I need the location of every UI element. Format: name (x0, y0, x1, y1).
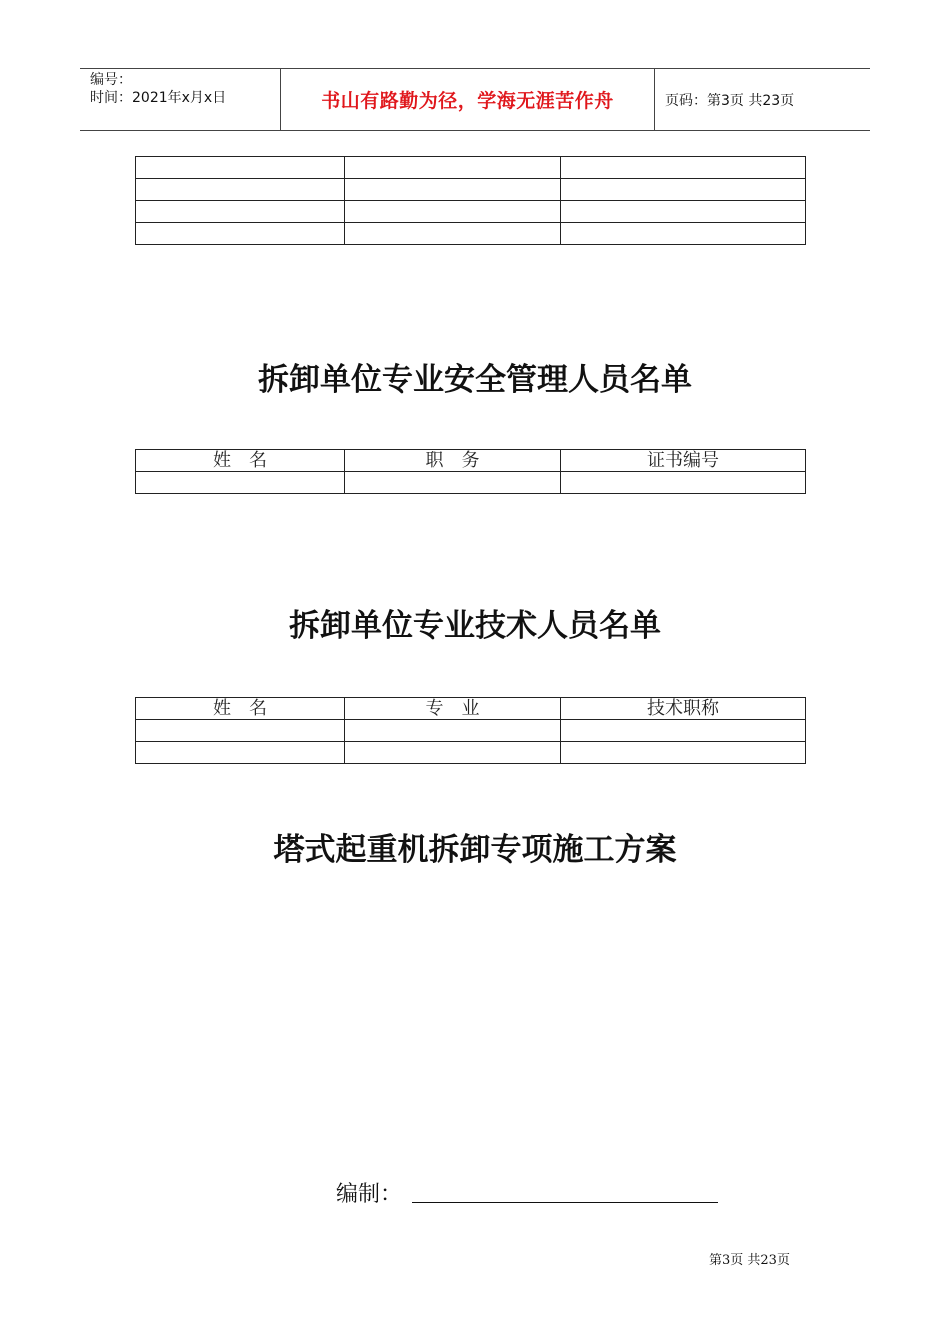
table-header-row (136, 450, 806, 472)
table-cell (345, 223, 561, 245)
table-cell (136, 201, 345, 223)
column-header: 证书编号 (561, 450, 806, 472)
table-cell (345, 720, 561, 742)
table-cell (136, 742, 345, 764)
column-header: 姓 名 (136, 698, 345, 720)
table-cell (561, 223, 806, 245)
number-label: 编号： (90, 72, 132, 88)
motto-text: 书山有路勤为径，学海无涯苦作舟 (321, 90, 614, 112)
tech-table (135, 697, 806, 764)
table-cell (345, 472, 561, 494)
table-cell (561, 720, 806, 742)
table-cell (136, 472, 345, 494)
header-page-cell (655, 69, 870, 130)
time-label: 时间：2021年x月x日 (90, 90, 227, 106)
safety-table (135, 449, 806, 494)
table-cell (136, 179, 345, 201)
table-row (136, 223, 806, 245)
plan-title: 塔式起重机拆卸专项施工方案 (273, 832, 677, 868)
table-row (136, 201, 806, 223)
page-info: 页码：第3页 共23页 (665, 92, 795, 109)
table-cell (136, 720, 345, 742)
column-header: 技术职称 (561, 698, 806, 720)
safety-section-title: 拆卸单位专业安全管理人员名单 (258, 362, 692, 398)
header-motto-cell (281, 69, 655, 130)
table-cell (345, 742, 561, 764)
compiler-label: 编制： (336, 1182, 403, 1207)
table-cell (561, 157, 806, 179)
column-header: 职 务 (345, 450, 561, 472)
table-cell (136, 157, 345, 179)
column-header: 专 业 (345, 698, 561, 720)
table-row (136, 720, 806, 742)
table-cell (561, 472, 806, 494)
column-header: 姓 名 (136, 450, 345, 472)
header-meta (80, 69, 281, 130)
compiler-signature-line[interactable] (412, 1202, 718, 1203)
table-cell (136, 223, 345, 245)
table-cell (345, 157, 561, 179)
tech-section-title: 拆卸单位专业技术人员名单 (289, 608, 661, 644)
table-row (136, 742, 806, 764)
top-table (135, 156, 806, 245)
page-footer: 第3页 共23页 (709, 1253, 790, 1268)
page-header (80, 68, 870, 131)
table-cell (561, 201, 806, 223)
table-row (136, 472, 806, 494)
table-cell (561, 742, 806, 764)
table-cell (345, 179, 561, 201)
table-cell (345, 201, 561, 223)
table-cell (561, 179, 806, 201)
table-row (136, 157, 806, 179)
table-row (136, 179, 806, 201)
table-header-row (136, 698, 806, 720)
